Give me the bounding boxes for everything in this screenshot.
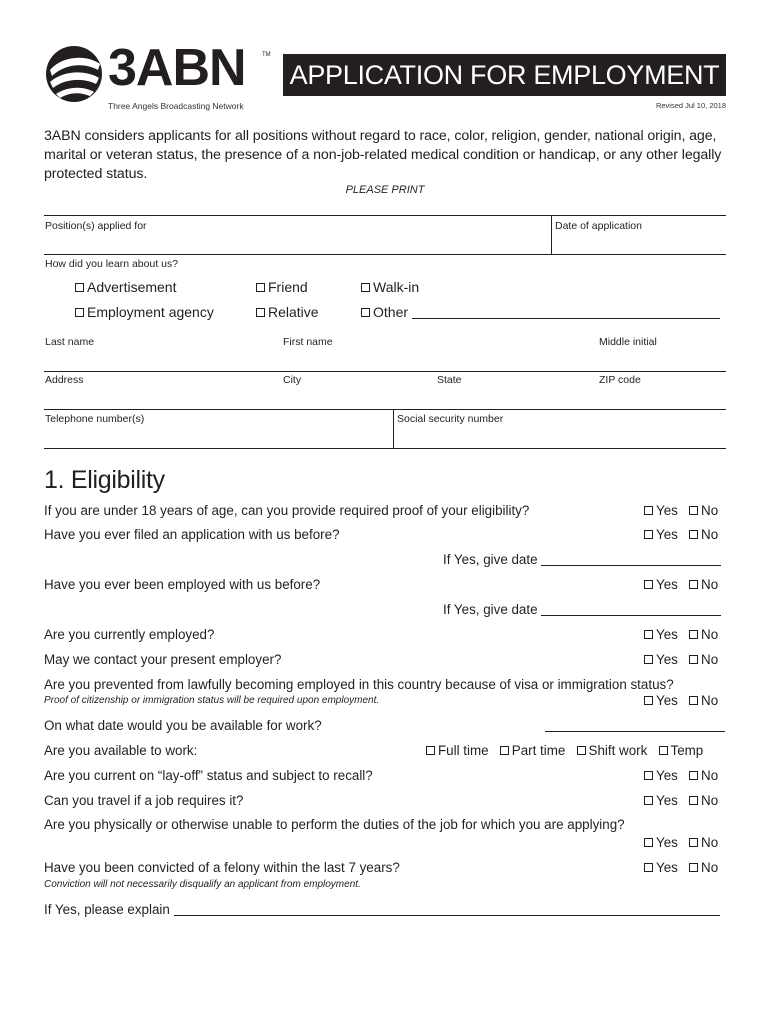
work-type-options[interactable] [426, 743, 703, 758]
work-part-time: Part time [511, 743, 566, 758]
telephone-label: Telephone number(s) [45, 413, 145, 425]
yes-no-filed-before[interactable]: Yes No [644, 527, 718, 542]
ssn-label: Social security number [397, 413, 504, 425]
intro-statement: 3ABN considers applicants for all positions without regard to race, color, religion, gender, national origin, age, marital or veteran status, the presence of a non-job-related medical condition or handicap, or any other legally protected status. [44, 128, 722, 182]
source-advertisement[interactable]: Advertisement [75, 279, 176, 295]
checkbox-icon[interactable] [256, 283, 265, 292]
checkbox-icon[interactable] [644, 655, 653, 664]
felony-explain-input[interactable] [174, 915, 720, 916]
filed-before-date-input[interactable] [541, 565, 721, 566]
first-name-label: First name [283, 336, 333, 348]
question-available-to-work: Are you available to work: [44, 743, 198, 758]
checkbox-icon[interactable] [361, 283, 370, 292]
divider [44, 215, 726, 216]
checkbox-icon[interactable] [644, 838, 653, 847]
checkbox-icon[interactable] [689, 655, 698, 664]
checkbox-icon[interactable] [361, 308, 370, 317]
3abn-logo-globe-icon [44, 44, 104, 104]
source-other[interactable]: Other [361, 304, 720, 320]
yes-no-employed-before[interactable]: Yes No [644, 577, 718, 592]
employed-before-date-input[interactable] [541, 615, 721, 616]
zip-label: ZIP code [599, 374, 641, 386]
telephone-input[interactable] [44, 411, 392, 447]
checkbox-icon[interactable] [577, 746, 586, 755]
felony-explain: If Yes, please explain [44, 902, 720, 917]
question-employed-before: Have you ever been employed with us before? [44, 577, 321, 592]
checkbox-icon[interactable] [644, 530, 653, 539]
employed-before-date[interactable]: If Yes, give date [443, 602, 721, 617]
question-currently-employed: Are you currently employed? [44, 627, 215, 642]
source-relative[interactable]: Relative [256, 304, 319, 320]
yes-no-currently-employed[interactable]: Yes No [644, 627, 718, 642]
question-lay-off: Are you current on “lay-off” status and subject to recall? [44, 768, 373, 783]
felony-note: Conviction will not necessarily disqualify an applicant from employment. [44, 879, 361, 890]
yes-no-visa-status[interactable]: Yes No [644, 693, 718, 708]
last-name-label: Last name [45, 336, 95, 348]
city-label: City [283, 374, 302, 386]
checkbox-icon[interactable] [644, 863, 653, 872]
checkbox-icon[interactable] [689, 696, 698, 705]
checkbox-icon[interactable] [689, 838, 698, 847]
other-source-input[interactable] [412, 318, 720, 319]
question-felony: Have you been convicted of a felony within the last 7 years? [44, 860, 400, 875]
checkbox-icon[interactable] [689, 863, 698, 872]
ssn-input[interactable] [394, 411, 726, 447]
source-walkin[interactable]: Walk-in [361, 279, 419, 295]
please-print-note: PLEASE PRINT [345, 184, 425, 196]
divider [44, 409, 726, 410]
checkbox-icon[interactable] [689, 530, 698, 539]
yes-no-under-18[interactable]: Yes No [644, 503, 718, 518]
checkbox-icon[interactable] [644, 796, 653, 805]
available-date-input[interactable] [545, 718, 725, 733]
question-contact-employer: May we contact your present employer? [44, 652, 282, 667]
work-temp: Temp [670, 743, 704, 758]
checkbox-icon[interactable] [644, 580, 653, 589]
checkbox-icon[interactable] [500, 746, 509, 755]
form-title: APPLICATION FOR EMPLOYMENT [283, 54, 726, 96]
question-under-18: If you are under 18 years of age, can you provide required proof of your eligibility? [44, 503, 530, 518]
yes-no-travel[interactable]: Yes No [644, 793, 718, 808]
checkbox-icon[interactable] [644, 771, 653, 780]
question-filed-before: Have you ever filed an application with us before? [44, 527, 340, 542]
yes-no-lay-off[interactable]: Yes No [644, 768, 718, 783]
tagline: Three Angels Broadcasting Network [108, 101, 244, 111]
checkbox-icon[interactable] [644, 696, 653, 705]
yes-no-contact-employer[interactable]: Yes No [644, 652, 718, 667]
date-of-application-label: Date of application [555, 220, 642, 232]
source-friend[interactable]: Friend [256, 279, 308, 295]
checkbox-icon[interactable] [256, 308, 265, 317]
revision-date: Revised Jul 10, 2018 [655, 101, 726, 110]
address-label: Address [45, 374, 84, 386]
state-label: State [437, 374, 462, 386]
question-visa-status: Are you prevented from lawfully becoming employed in this country because of visa or immigration status? [44, 677, 674, 692]
source-agency[interactable]: Employment agency [75, 304, 214, 320]
checkbox-icon[interactable] [689, 796, 698, 805]
date-of-application-input[interactable] [552, 218, 726, 254]
divider [44, 448, 726, 449]
filed-before-date[interactable]: If Yes, give date [443, 552, 721, 567]
checkbox-icon[interactable] [644, 630, 653, 639]
question-physically-unable: Are you physically or otherwise unable to perform the duties of the job for which you are applying? [44, 817, 625, 832]
checkbox-icon[interactable] [689, 630, 698, 639]
middle-initial-label: Middle initial [599, 336, 657, 348]
work-full-time: Full time [438, 743, 489, 758]
checkbox-icon[interactable] [75, 283, 84, 292]
checkbox-icon[interactable] [426, 746, 435, 755]
question-available-date: On what date would you be available for work? [44, 718, 322, 733]
address-input-row[interactable] [44, 372, 726, 408]
yes-no-physically-unable[interactable]: Yes No [644, 835, 718, 850]
trademark-mark: TM [262, 52, 271, 58]
work-shift: Shift work [588, 743, 648, 758]
divider [44, 254, 726, 255]
yes-no-felony[interactable]: Yes No [644, 860, 718, 875]
checkbox-icon[interactable] [689, 771, 698, 780]
checkbox-icon[interactable] [75, 308, 84, 317]
logo-wordmark: 3ABN [108, 39, 246, 97]
visa-status-note: Proof of citizenship or immigration status will be required upon employment. [44, 695, 380, 706]
checkbox-icon[interactable] [659, 746, 668, 755]
checkbox-icon[interactable] [644, 506, 653, 515]
how-learn-label: How did you learn about us? [45, 258, 179, 270]
section-title-eligibility: 1. Eligibility [44, 466, 165, 494]
name-input-row[interactable] [44, 334, 726, 370]
positions-input[interactable] [44, 218, 550, 254]
checkbox-icon[interactable] [689, 580, 698, 589]
question-travel: Can you travel if a job requires it? [44, 793, 244, 808]
positions-label: Position(s) applied for [45, 220, 147, 232]
checkbox-icon[interactable] [689, 506, 698, 515]
